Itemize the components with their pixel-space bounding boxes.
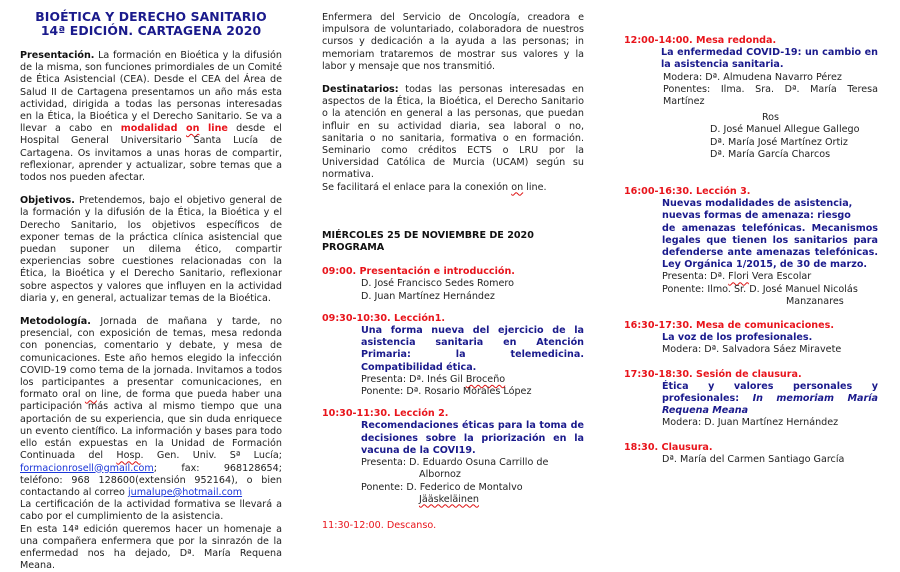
programa-date: MIÉRCOLES 25 DE NOVIEMBRE DE 2020 [322, 229, 534, 241]
enlace-paragraph [322, 182, 584, 194]
session-topic-rest: de amenazas telefónicas. Mecanismos legales que tienen los sanitarios para defenderse ante amenazas telefónicas. Ley Orgánica 1/2015, de 30 de marzo. [662, 222, 878, 271]
destinatarios-paragraph [322, 84, 584, 182]
session-time: 10:30-11:30. Lección 2. [322, 408, 449, 420]
column-middle [322, 0, 584, 532]
session-comunicaciones [614, 320, 878, 357]
line-highlight: line [199, 123, 228, 135]
certificacion-paragraph: La certificación de la actividad formativa se llevará a cabo por el cumplimiento de la asistencia. [20, 499, 282, 523]
metodologia-text-d: ; fax: 968128654; teléfono: 968 128600(extensión 952164), o bien contactando al correo [20, 462, 282, 498]
enlace-on-word: on [511, 181, 524, 193]
session-time: 17:30-18:30. Sesión de clausura. [624, 368, 802, 380]
session-leccion-3 [614, 186, 878, 308]
title-line-1: BIOÉTICA Y DERECHO SANITARIO [35, 9, 267, 24]
metodologia-text-b: line, de forma que pueda haber una participación más activa al mismo tiempo que una aportación de su experiencia, que sin duda enriquece un evento científico. La información y bases para todo ello están expuestas en la Unidad de Formación Continuada del [20, 389, 282, 462]
session-clausura-sesion [614, 369, 878, 430]
session-modera: Modera: Dª. Almudena Navarro Pérez [663, 71, 842, 83]
session-ponente: Ponente: D. Federico de Montalvo [361, 481, 523, 493]
session-ponentes: Ponentes: Ilma. Sra. Dª. María Teresa Martínez [663, 83, 878, 108]
session-modera: Modera: D. Juan Martínez Hernández [662, 417, 839, 429]
session-leccion-1 [322, 313, 584, 398]
on-highlight: on [186, 123, 200, 135]
session-topic: La enfermedad COVID-19: un cambio en la asistencia sanitaria. [661, 47, 878, 71]
topic-in-memoriam: In memoriam María Requena Meana [662, 393, 878, 417]
session-presenta-cont: Albornoz [419, 469, 461, 481]
session-leccion-2 [322, 408, 584, 506]
session-topic: Una forma nueva del ejercicio de la asistencia sanitaria en Atención Primaria: la telemedicina. Compatibilidad ética. [361, 325, 584, 373]
session-ponentes-cont: Ros [761, 112, 780, 124]
session-clausura [614, 442, 878, 466]
objetivos-label: Objetivos. [20, 195, 75, 207]
session-time: 18:30. Clausura. [624, 441, 713, 453]
session-modera: Modera: Dª. Salvadora Sáez Miravete [662, 344, 842, 356]
metodologia-text-c: . Gen. Univ. Sª Lucía; [140, 450, 282, 462]
session-topic [614, 381, 878, 418]
presentacion-text-b: desde el Hospital General Universitario Santa Lucía de Cartagena. Os invitamos a unas horas de compartir, reflexionar, aprender y actualizar, sobre temas que a todos nos pueden afectar. [20, 123, 282, 184]
session-person: Dª. María del Carmen Santiago García [662, 453, 845, 465]
session-ponente-cont [322, 494, 584, 506]
ponente-surname: Jääskeläinen [419, 493, 479, 505]
session-topic: Recomendaciones éticas para la toma de decisiones sobre la priorización en la vacuna de la COVI19. [361, 420, 584, 456]
session-mesa-redonda [614, 35, 878, 161]
programa-label: PROGRAMA [322, 242, 385, 254]
presenta-text-a: Presenta: Dª. [662, 271, 729, 283]
hosp-word: Hosp [116, 450, 141, 462]
email-link-jumalupe[interactable]: jumalupe@hotmail.com [127, 486, 243, 498]
homenaje-continuation: Enfermera del Servicio de Oncología, creadora e impulsora de voluntariado, colaboradora de nuestros cursos y dedicación a la ayuda a las personas; in memoriam trataremos de mostrar sus valores y la labor y mensaje que nos transmitió. [322, 12, 584, 72]
programa-header [322, 230, 584, 254]
session-person: D. Juan Martínez Hernández [361, 290, 495, 302]
modalidad-highlight: modalidad [120, 123, 187, 135]
metodologia-text-a: Jornada de mañana y tarde, no presencial, con exposición de temas, mesa redonda con ponencias, comentario y debate, y mesa de comunicaciones. Este año hemos elegido la infección COVID-19 como tema de la jornada. Invitamos a todos los participantes a presentar comunicaciones, en formato oral [20, 316, 282, 401]
enlace-text-a: Se facilitará el enlace para la conexión [322, 181, 512, 193]
metodologia-paragraph [20, 316, 282, 499]
presentacion-paragraph [20, 50, 282, 184]
session-descanso: 11:30-12:00. Descanso. [322, 519, 437, 531]
presenta-text-b: Vera Escolar [748, 271, 812, 283]
destinatarios-label: Destinatarios: [322, 84, 399, 96]
session-presenta [614, 271, 878, 283]
on-word: on [84, 389, 97, 401]
session-ponente: Ponente: Dª. Rosario Morales López [361, 386, 532, 398]
presenta-name: Flori [728, 271, 749, 283]
session-time: 16:00-16:30. Lección 3. [624, 186, 751, 198]
session-time: 09:00. Presentación e introducción. [322, 266, 515, 278]
homenaje-paragraph: En esta 14ª edición queremos hacer un homenaje a una compañera enfermera que por la sinrazón de la enfermedad nos ha dejado, Dª. María Requena Meana. [20, 523, 282, 572]
presentacion-text-a: La formación en Bioética y la difusión de la misma, son funciones primordiales de un Comité de Ética Asistencial (CEA). Desde el CEA del Área de Salud II de Cartagena presentamos un año más esta actividad, dirigida a todas las personas interesadas en la Ética, la Bioética y el Derecho Sanitario. Se va a llevar a cabo en [20, 50, 282, 135]
session-topic: La voz de los profesionales. [662, 332, 813, 344]
metodologia-label: Metodología. [20, 316, 91, 328]
session-time: 09:30-10:30. Lección1. [322, 312, 446, 324]
session-presentacion [322, 266, 584, 303]
column-left [20, 0, 282, 572]
document-title [20, 10, 282, 38]
session-topic-line-2: nuevas formas de amenaza: riesgo [662, 210, 851, 222]
topic-text: Ética y valores personales y profesionales: [662, 380, 878, 405]
enlace-text-b: line. [523, 181, 547, 193]
session-topic-line-1: Nuevas modalidades de asistencia, [662, 198, 853, 210]
session-person: D. José Francisco Sedes Romero [361, 278, 514, 290]
session-time: 16:30-17:30. Mesa de comunicaciones. [624, 320, 834, 332]
presenta-text: Presenta: Dª. Inés Gil [361, 373, 466, 385]
title-line-2: 14ª EDICIÓN. CARTAGENA 2020 [40, 23, 262, 38]
objetivos-text: Pretendemos, bajo el objetivo general de la formación y la difusión de la Ética, la Bioética y el Derecho Sanitario, los objetivos específicos de exponer temas de la práctica clínica asistencial que puedan suponer un dilema ético, compartir experiencias sobre cuestiones relacionadas con la Ética, la Bioética y el Derecho Sanitario, reflexionar sobre aspectos y valores que influyen en la actividad diaria y, en general, actualizar temas de la Bioética. [20, 195, 282, 304]
session-person: Dª. María José Martínez Ortiz [710, 136, 848, 148]
destinatarios-text: todas las personas interesadas en aspectos de la Ética, la Bioética, el Derecho Sanitario o la atención en general a las personas, que puedan influir en su actividad diaria, sea laboral o no, sanitaria o no sanitaria, formativa o en formación. Seminario como créditos ECTS o LRU por la Universidad Católica de Murcia (UCAM) según su normativa. [322, 84, 584, 181]
session-time: 12:00-14:00. Mesa redonda. [624, 35, 777, 46]
session-person: D. José Manuel Allegue Gallego [710, 124, 860, 136]
column-right [614, 0, 878, 466]
session-ponente: Ponente: Ilmo. Sr. D. José Manuel Nicolás [662, 283, 858, 295]
session-presenta: Presenta: D. Eduardo Osuna Carrillo de [361, 457, 549, 469]
session-ponente-cont: Manzanares [786, 295, 844, 307]
session-presenta [322, 374, 584, 386]
session-person: Dª. María García Charcos [710, 148, 831, 160]
objetivos-paragraph [20, 195, 282, 305]
presentacion-label: Presentación. [20, 50, 95, 61]
presenta-surname: Broceño [465, 373, 506, 385]
email-link-formacion[interactable]: formacionrosell@gmail.com [20, 462, 154, 474]
